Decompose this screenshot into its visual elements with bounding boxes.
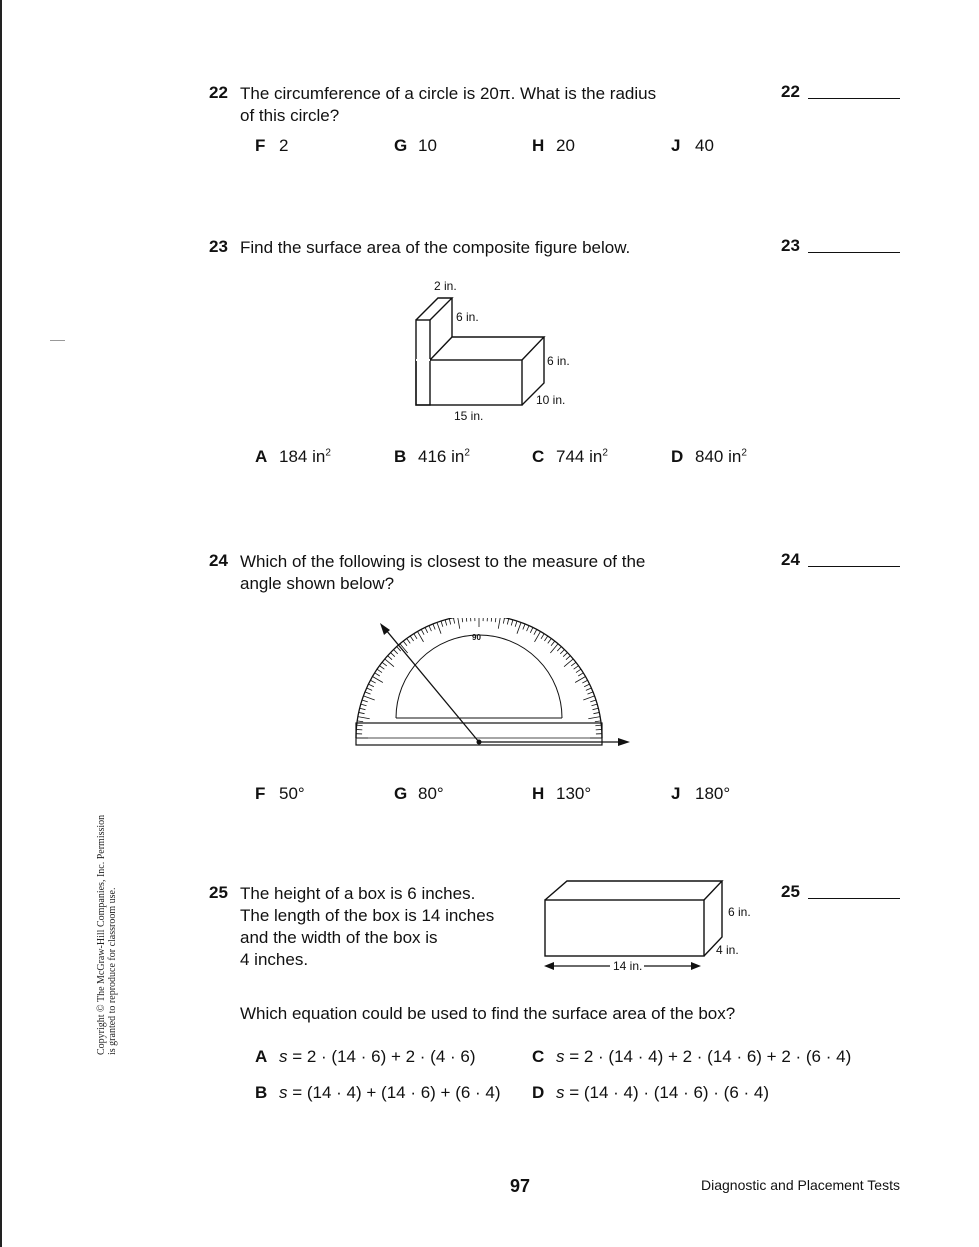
protractor-tick	[583, 696, 594, 700]
protractor-tick	[515, 621, 517, 627]
protractor-tick	[523, 624, 525, 630]
choice-24-h[interactable]	[532, 784, 591, 804]
choice-letter: G	[394, 784, 408, 803]
question-25-text	[240, 883, 530, 971]
protractor-tick	[367, 688, 372, 690]
choice-letter: H	[532, 784, 545, 803]
answer-blank-22[interactable]	[781, 82, 900, 102]
protractor-tick	[425, 627, 428, 632]
protractor-tick	[453, 618, 454, 624]
label-6in-upright: 6 in.	[456, 310, 479, 324]
protractor-tick	[466, 618, 467, 622]
choice-value: 130°	[556, 784, 592, 803]
choice-variable: s	[279, 1083, 288, 1102]
label-15in: 15 in.	[454, 409, 484, 423]
protractor-tick	[379, 666, 384, 670]
choice-22-j[interactable]	[671, 136, 714, 156]
choice-variable: s	[279, 1047, 288, 1066]
protractor-tick	[441, 621, 443, 627]
choice-23-a[interactable]	[255, 447, 331, 467]
protractor-tick	[429, 626, 431, 631]
protractor-tick	[362, 700, 368, 702]
question-25-prompt: Which equation could be used to find the surface area of the box?	[240, 1004, 736, 1023]
protractor-tick	[498, 618, 500, 629]
protractor-tick	[588, 717, 600, 719]
answer-line[interactable]	[808, 252, 900, 253]
question-23-text: Find the surface area of the composite figure below.	[240, 238, 631, 257]
box-figure	[540, 876, 755, 976]
label-box-14in: 14 in.	[613, 959, 643, 973]
choice-value: 20	[556, 136, 575, 155]
protractor-tick	[357, 721, 363, 722]
choice-letter: D	[671, 447, 684, 466]
copyright-sidebar	[96, 815, 118, 1055]
protractor-tick	[586, 688, 591, 690]
choice-value: 184 in	[279, 447, 326, 466]
choice-letter: B	[394, 447, 407, 466]
protractor-tick	[517, 622, 521, 633]
protractor-tick	[595, 721, 601, 722]
choice-letter: J	[671, 136, 681, 155]
choice-value: 840 in	[695, 447, 742, 466]
choice-expression: = 2 · (14 · 6) + 2 · (4 · 6)	[287, 1047, 476, 1066]
label-2in: 2 in.	[434, 279, 457, 293]
answer-blank-23-number: 23	[781, 236, 800, 255]
protractor-tick	[407, 638, 411, 643]
protractor-tick	[388, 656, 392, 660]
protractor-tick	[361, 704, 367, 706]
answer-blank-25[interactable]	[781, 882, 900, 902]
protractor-tick	[358, 717, 370, 719]
protractor-tick	[503, 618, 504, 624]
choice-value: 416 in	[418, 447, 465, 466]
protractor-tick	[495, 618, 496, 622]
choice-value: 40	[695, 136, 714, 155]
choice-25-d[interactable]	[532, 1083, 769, 1103]
protractor-tick	[590, 700, 596, 702]
question-25-line-3: and the width of the box is	[240, 928, 438, 947]
protractor-tick	[574, 666, 579, 670]
answer-blank-24[interactable]	[781, 550, 900, 570]
protractor-tick	[375, 673, 380, 676]
choice-23-c[interactable]	[532, 447, 608, 467]
question-23-number: 23	[209, 237, 228, 256]
choice-letter: C	[532, 1047, 545, 1066]
answer-line[interactable]	[808, 566, 900, 567]
protractor-tick	[391, 653, 395, 657]
protractor-tick	[357, 725, 363, 726]
protractor-tick	[595, 725, 601, 726]
question-24-line-2: angle shown below?	[240, 574, 395, 593]
question-25-line-4: 4 inches.	[240, 950, 309, 969]
choice-23-b[interactable]	[394, 447, 470, 467]
protractor-tick	[418, 631, 424, 641]
protractor-tick	[511, 620, 513, 626]
question-25-line-1: The height of a box is 6 inches.	[240, 884, 476, 903]
composite-figure	[400, 275, 590, 425]
choice-letter: G	[394, 136, 408, 155]
question-24-text	[240, 551, 700, 595]
label-10in: 10 in.	[536, 393, 566, 407]
answer-blank-22-number: 22	[781, 82, 800, 101]
protractor-tick	[370, 680, 375, 683]
protractor-tick	[414, 634, 417, 639]
question-25-number: 25	[209, 883, 228, 902]
choice-22-h[interactable]	[532, 136, 575, 156]
protractor-tick	[544, 636, 547, 641]
protractor-figure	[350, 618, 640, 753]
answer-blank-23[interactable]	[781, 236, 900, 256]
exponent: 2	[602, 447, 608, 459]
question-22-line-2: of this circle?	[240, 106, 340, 125]
protractor-tick	[507, 619, 508, 625]
protractor-tick	[587, 692, 593, 694]
protractor-tick	[557, 647, 561, 651]
choice-variable: s	[556, 1083, 565, 1102]
exponent: 2	[325, 447, 331, 459]
choice-25-c[interactable]	[532, 1047, 851, 1067]
choice-letter: A	[255, 1047, 268, 1066]
protractor-tick	[458, 618, 460, 629]
protractor-tick	[560, 650, 564, 654]
protractor-tick	[527, 626, 529, 631]
protractor-tick	[593, 712, 599, 713]
choice-value: 180°	[695, 784, 731, 803]
protractor-tick	[582, 680, 587, 683]
choice-letter: D	[532, 1083, 545, 1102]
left-page-border	[0, 0, 2, 1247]
choice-22-f[interactable]	[255, 136, 288, 156]
protractor-tick	[530, 627, 533, 632]
protractor-tick	[437, 622, 441, 633]
protractor-tick	[535, 631, 541, 641]
protractor-tick	[462, 618, 463, 622]
choice-value: 50°	[279, 784, 305, 803]
protractor-tick	[410, 636, 413, 641]
protractor-tick	[363, 696, 374, 700]
choice-value: 10	[418, 136, 437, 155]
choice-23-d[interactable]	[671, 447, 747, 467]
protractor-tick	[593, 708, 599, 709]
choice-letter: F	[255, 784, 266, 803]
choice-22-g[interactable]	[394, 136, 437, 156]
protractor-tick	[541, 634, 544, 639]
choice-25-b[interactable]	[255, 1083, 501, 1103]
choice-24-g[interactable]	[394, 784, 444, 804]
choice-letter: J	[671, 784, 681, 803]
protractor-tick	[548, 638, 552, 643]
footer-title: Diagnostic and Placement Tests	[701, 1177, 900, 1193]
choice-expression: = 2 · (14 · 4) + 2 · (14 · 6) + 2 · (6 · 4)	[564, 1047, 852, 1066]
choice-value: 744 in	[556, 447, 603, 466]
copyright-line-1: Copyright © The McGraw-Hill Companies, Inc. Permission	[96, 814, 107, 1055]
protractor-tick	[403, 641, 407, 646]
protractor-tick	[534, 629, 537, 634]
answer-line[interactable]	[808, 98, 900, 99]
choice-expression: = (14 · 4) · (14 · 6) · (6 · 4)	[564, 1083, 770, 1102]
protractor-tick	[563, 653, 567, 657]
protractor-tick	[368, 684, 373, 687]
label-6in-box: 6 in.	[547, 354, 570, 368]
exponent: 2	[464, 447, 470, 459]
choice-expression: = (14 · 4) + (14 · 6) + (6 · 4)	[287, 1083, 501, 1102]
label-box-6in: 6 in.	[728, 905, 751, 919]
protractor-tick	[591, 704, 597, 706]
protractor-tick	[433, 624, 435, 630]
protractor-tick	[449, 619, 450, 625]
choice-25-a[interactable]	[255, 1047, 476, 1067]
choice-value: 2	[279, 136, 289, 155]
protractor-tick	[445, 620, 447, 626]
choice-24-j[interactable]	[671, 784, 730, 804]
choice-24-f[interactable]	[255, 784, 305, 804]
left-margin-tick	[50, 340, 65, 341]
choice-letter: C	[532, 447, 545, 466]
choice-variable: s	[556, 1047, 565, 1066]
choice-letter: H	[532, 136, 545, 155]
question-22-number: 22	[209, 83, 228, 102]
protractor-tick	[578, 673, 583, 676]
question-24-line-1: Which of the following is closest to the measure of the	[240, 552, 646, 571]
protractor-tick	[372, 677, 382, 683]
protractor-tick	[377, 669, 382, 672]
protractor-tick	[394, 650, 398, 654]
protractor-tick	[365, 692, 371, 694]
choice-letter: F	[255, 136, 266, 155]
protractor-tick	[571, 662, 576, 666]
protractor-tick	[382, 662, 387, 666]
protractor-90-label: 90	[472, 633, 481, 642]
protractor-tick	[576, 669, 581, 672]
label-box-4in: 4 in.	[716, 943, 739, 957]
question-24-number: 24	[209, 551, 228, 570]
protractor-tick	[584, 684, 589, 687]
protractor-tick	[359, 712, 365, 713]
protractor-tick	[421, 629, 424, 634]
protractor-tick	[575, 677, 585, 683]
answer-line[interactable]	[808, 898, 900, 899]
question-22-text	[240, 83, 700, 127]
choice-value: 80°	[418, 784, 444, 803]
choice-letter: B	[255, 1083, 268, 1102]
protractor-tick	[360, 708, 366, 709]
question-22-line-1: The circumference of a circle is 20π. What is the radius	[240, 84, 657, 103]
copyright-line-2: is granted to reproduce for classroom use.	[107, 887, 118, 1055]
page-number: 97	[510, 1176, 531, 1196]
answer-blank-24-number: 24	[781, 550, 800, 569]
protractor-tick	[551, 641, 555, 646]
choice-letter: A	[255, 447, 268, 466]
question-25-line-2: The length of the box is 14 inches	[240, 906, 495, 925]
protractor-tick	[491, 618, 492, 622]
answer-blank-25-number: 25	[781, 882, 800, 901]
protractor-tick	[566, 656, 570, 660]
exponent: 2	[741, 447, 747, 459]
